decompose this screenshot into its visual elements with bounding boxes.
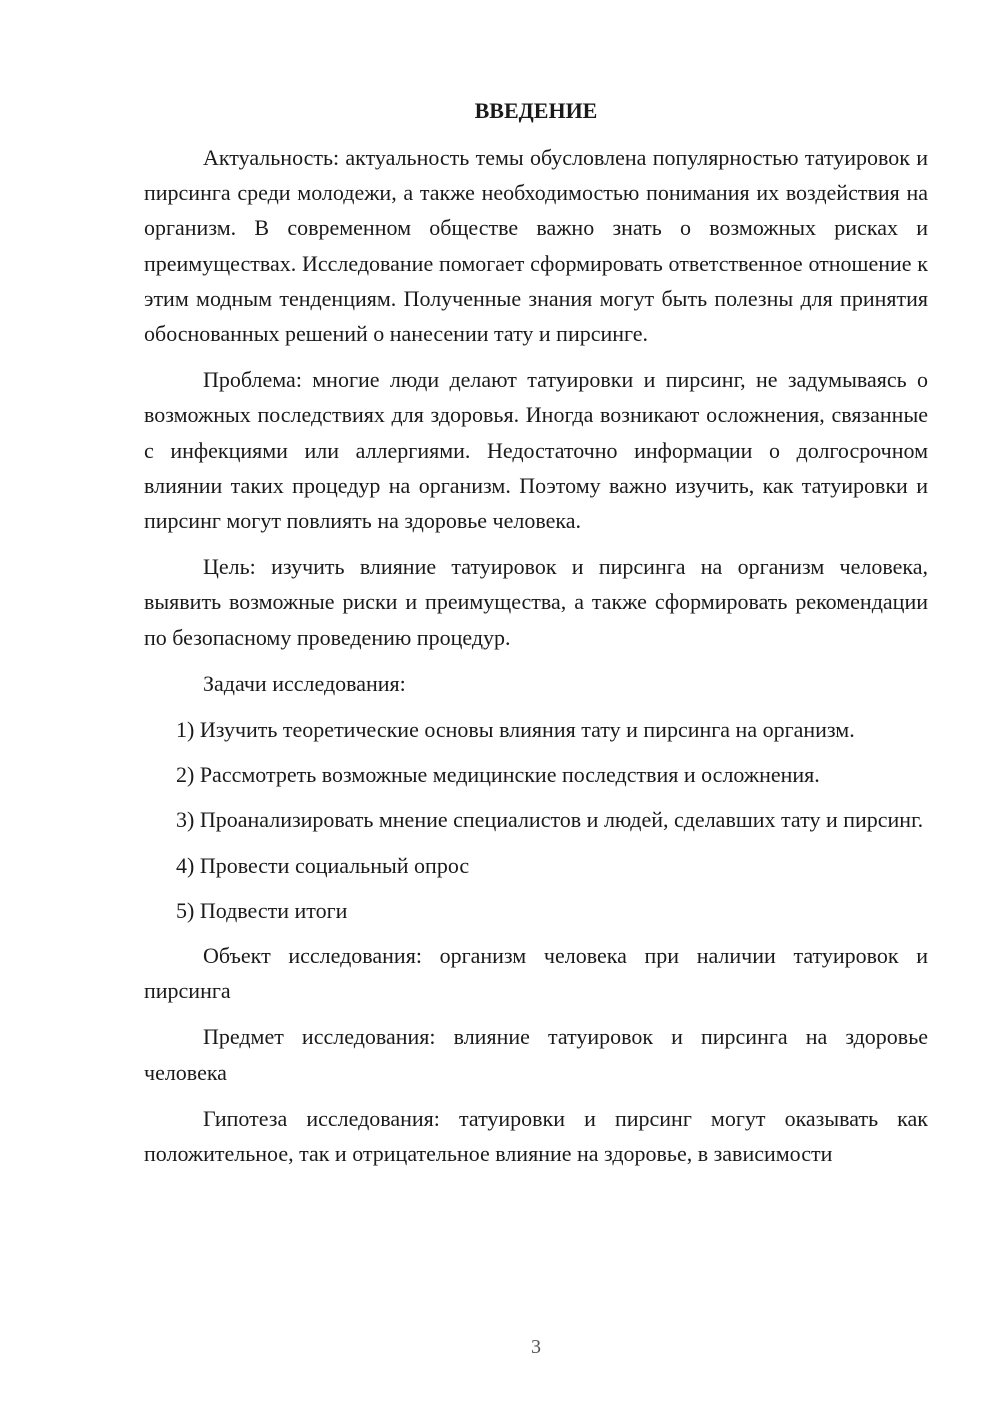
problem-paragraph: Проблема: многие люди делают татуировки и пирсинг, не задумываясь о возможных последствиях для здоровья. Иногда возникают осложнения, связанные с инфекциями или аллергиями. Недостаточно информации о долгосрочном влиянии таких процедур на организм. Поэтому важно изучить, как татуировки и пирсинг могут повлиять на здоровье человека. <box>144 367 928 534</box>
hypothesis-paragraph: Гипотеза исследования: татуировки и пирсинг могут оказывать как положительное, так и отрицательное влияние на здоровье, в зависимости <box>144 1105 928 1167</box>
section-heading: ВВЕДЕНИЕ <box>474 98 598 123</box>
task-item-3: 3) Проанализировать мнение специалистов и людей, сделавших тату и пирсинг. <box>176 807 924 833</box>
relevance-paragraph: Актуальность: актуальность темы обусловлена популярностью татуировок и пирсинга среди молодежи, а также необходимостью понимания их воздействия на организм. В современном обществе важно знать о возможных рисках и преимуществах. Исследование помогает сформировать ответственное отношение к этим модным тенденциям. Полученные знания могут быть полезны для принятия обоснованных решений о нанесении тату и пирсинге. <box>144 145 928 347</box>
page-content <box>144 94 928 1182</box>
object-paragraph: Объект исследования: организм человека при наличии татуировок и пирсинга <box>144 943 928 1004</box>
tasks-title: Задачи исследования: <box>203 670 406 696</box>
task-item-2: 2) Рассмотреть возможные медицинские последствия и осложнения. <box>176 762 820 788</box>
task-item-5: 5) Подвести итоги <box>176 897 348 923</box>
goal-paragraph: Цель: изучить влияние татуировок и пирсинга на организм человека, выявить возможные риски и преимущества, а также сформировать рекомендации по безопасному проведению процедур. <box>144 554 928 650</box>
subject-paragraph: Предмет исследования: влияние татуировок и пирсинга на здоровье человека <box>144 1024 928 1085</box>
page-number: 3 <box>531 1336 541 1358</box>
task-item-1: 1) Изучить теоретические основы влияния тату и пирсинга на организм. <box>176 717 855 743</box>
task-item-4: 4) Провести социальный опрос <box>176 852 470 878</box>
